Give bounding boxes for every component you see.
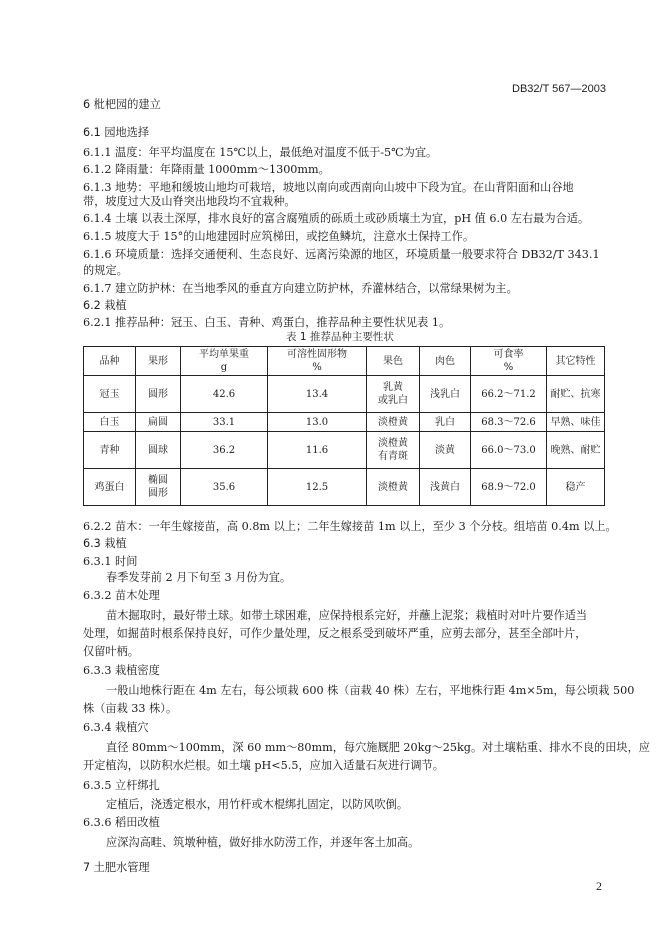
- cell-weight: 33.1: [181, 413, 268, 432]
- cell-shape: 圆球: [136, 432, 181, 469]
- section-7-heading: 7 土肥水管理: [83, 861, 150, 874]
- cell-flesh: 淡黄: [420, 432, 471, 469]
- cell-solids: 12.5: [268, 469, 367, 506]
- cell-shape: 圆形: [136, 376, 181, 413]
- cell-other: 稳产: [547, 469, 605, 506]
- cell-solids: 13.4: [268, 376, 367, 413]
- clause-6-2-2: 6.2.2 苗木：一年生嫁接苗，高 0.8m 以上；二年生嫁接苗 1m 以上，至少 3 个分枝。组培苗 0.4m 以上。: [83, 520, 617, 533]
- clause-6-3-6-text: 应深沟高畦、筑墩种植，做好排水防涝工作，并逐年客土加高。: [106, 836, 420, 849]
- cell-edible: 68.9～72.0: [471, 469, 547, 506]
- page-number: 2: [596, 879, 602, 893]
- clause-6-3-2-line3: 仅留叶柄。: [83, 645, 139, 658]
- section-6-3-heading: 6.3 栽植: [83, 537, 127, 550]
- clause-6-1-7: 6.1.7 建立防护林：在当地季风的垂直方向建立防护林，乔灌林结合，以常绿果树为主。: [83, 282, 518, 295]
- clause-6-3-1-heading: 6.3.1 时间: [83, 555, 138, 568]
- cell-solids: 13.0: [268, 413, 367, 432]
- cell-variety: 冠玉: [84, 376, 136, 413]
- clause-6-1-3-line2: 带，坡度过大及山脊突出地段均不宜栽种。: [83, 195, 296, 208]
- clause-6-3-3-heading: 6.3.3 栽植密度: [83, 664, 160, 677]
- clause-6-3-3-line1: 一般山地株行距在 4m 左右，每公顷栽 600 株（亩栽 40 株）左右，平地株行距 4m×5m，每公顷栽 500: [106, 684, 635, 697]
- cell-weight: 42.6: [181, 376, 268, 413]
- cell-weight: 36.2: [181, 432, 268, 469]
- table-caption: 表 1 推荐品种主要性状: [286, 331, 394, 343]
- clause-6-1-1: 6.1.1 温度：年平均温度在 15℃以上，最低绝对温度不低于-5℃为宜。: [83, 146, 438, 159]
- cell-other: 晚熟、耐贮: [547, 432, 605, 469]
- clause-6-3-4-line2: 开定植沟，以防积水烂根。如土壤 pH<5.5，应加入适量石灰进行调节。: [83, 759, 444, 772]
- clause-6-3-5-text: 定植后，浇透定根水，用竹杆或木棍绑扎固定，以防风吹倒。: [106, 798, 409, 811]
- header-other: 其它特性: [547, 347, 605, 376]
- clause-6-3-6-heading: 6.3.6 稻田改植: [83, 816, 160, 829]
- header-solids: 可溶性固形物 %: [268, 347, 367, 376]
- cell-skin: 淡橙黄 有青斑: [367, 432, 420, 469]
- table-row: [84, 376, 605, 413]
- header-variety: 品种: [84, 347, 136, 376]
- cell-skin: 乳黄 或乳白: [367, 376, 420, 413]
- cell-variety: 白玉: [84, 413, 136, 432]
- cell-flesh: 浅黄白: [420, 469, 471, 506]
- cell-variety: 鸡蛋白: [84, 469, 136, 506]
- section-6-heading: 6 枇杷园的建立: [83, 98, 161, 111]
- variety-table: [83, 346, 605, 506]
- header-flesh: 肉色: [420, 347, 471, 376]
- section-6-2-heading: 6.2 栽植: [83, 299, 127, 312]
- cell-shape: 扁圆: [136, 413, 181, 432]
- header-skin: 果色: [367, 347, 420, 376]
- cell-weight: 35.6: [181, 469, 268, 506]
- clause-6-1-2: 6.1.2 降雨量：年降雨量 1000mm～1300mm。: [83, 163, 330, 176]
- clause-6-1-5: 6.1.5 坡度大于 15°的山地建园时应筑梯田，或挖鱼鳞坑，注意水土保持工作。: [83, 230, 475, 243]
- cell-shape: 椭圆 圆形: [136, 469, 181, 506]
- clause-6-3-2-line2: 处理，如掘苗时根系保持良好，可作少量处理，反之根系受到破坏严重，应剪去部分，甚至全部叶片，: [83, 627, 587, 640]
- clause-6-3-5-heading: 6.3.5 立杆绑扎: [83, 779, 160, 792]
- cell-skin: 淡橙黄: [367, 413, 420, 432]
- cell-flesh: 浅乳白: [420, 376, 471, 413]
- cell-solids: 11.6: [268, 432, 367, 469]
- cell-flesh: 乳白: [420, 413, 471, 432]
- header-shape: 果形: [136, 347, 181, 376]
- clause-6-3-2-heading: 6.3.2 苗木处理: [83, 589, 160, 602]
- clause-6-3-3-line2: 株（亩栽 33 株）。: [83, 702, 178, 715]
- clause-6-1-6-line2: 的规定。: [83, 264, 128, 277]
- clause-6-1-3-line1: 6.1.3 地势：平地和缓坡山地均可栽培，坡地以南向或西南向山坡中下段为宜。在山背阳面和山谷地: [83, 181, 574, 194]
- section-6-1-heading: 6.1 园地选择: [83, 126, 150, 139]
- clause-6-1-6-line1: 6.1.6 环境质量：选择交通便利、生态良好、远离污染源的地区，环境质量一般要求符合 DB32/T 343.1: [83, 248, 600, 261]
- cell-edible: 68.3～72.6: [471, 413, 547, 432]
- table-header-row: [84, 347, 605, 376]
- cell-skin: 淡橙黄: [367, 469, 420, 506]
- clause-6-3-4-line1: 直径 80mm～100mm，深 60 mm～80mm，每穴施厩肥 20kg～25kg。对土壤粘重、排水不良的田块，应: [106, 741, 650, 754]
- clause-6-1-4: 6.1.4 土壤 以表土深厚，排水良好的富含腐殖质的砾质土或砂质壤土为宜，pH 值 6.0 左右最为合适。: [83, 212, 590, 225]
- table-row: [84, 413, 605, 432]
- table-row: [84, 469, 605, 506]
- header-weight: 平均单果重 g: [181, 347, 268, 376]
- clause-6-2-1: 6.2.1 推荐品种：冠玉、白玉、青种、鸡蛋白，推荐品种主要性状见表 1。: [83, 316, 451, 329]
- standard-number: DB32/T 567—2003: [512, 83, 606, 95]
- clause-6-3-1-text: 春季发芽前 2 月下旬至 3 月份为宜。: [106, 571, 292, 584]
- cell-other: 耐贮、抗寒: [547, 376, 605, 413]
- cell-edible: 66.0～73.0: [471, 432, 547, 469]
- cell-other: 早熟、味佳: [547, 413, 605, 432]
- cell-variety: 青种: [84, 432, 136, 469]
- table-row: [84, 432, 605, 469]
- clause-6-3-4-heading: 6.3.4 栽植穴: [83, 721, 149, 734]
- clause-6-3-2-line1: 苗木掘取时，最好带土球。如带土球困难，应保持根系完好，并蘸上泥浆；栽植时对叶片要作适当: [106, 609, 588, 622]
- header-edible: 可食率 %: [471, 347, 547, 376]
- cell-edible: 66.2～71.2: [471, 376, 547, 413]
